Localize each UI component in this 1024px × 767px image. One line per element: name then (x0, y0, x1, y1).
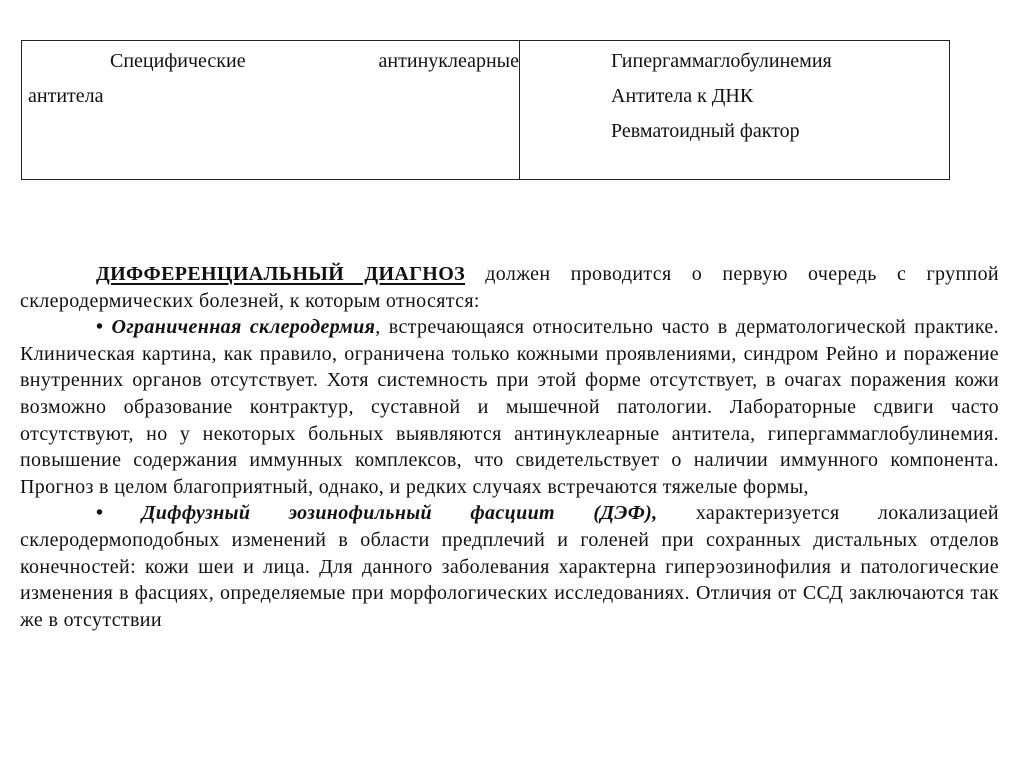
body-text (20, 261, 999, 633)
table-cell-left (22, 41, 520, 179)
table-cell-right (520, 41, 949, 179)
bullet2-text: характеризуется локализацией склеродермоподобных изменений в области предплечий и голеней при сохранных дистальных отделов конечностей: кожи шеи и лица. Для данного заболевания характерна гиперэозинофилия и патологические изменения в фасциях, определяемые при морфологических исследованиях. Отличия от ССД заключаются так же в отсутствии (20, 502, 999, 631)
bullet-paragraph-eosinophilic-fasciitis (20, 500, 999, 633)
differential-diagnosis-heading: ДИФФЕРЕНЦИАЛЬНЫЙ ДИАГНОЗ (96, 263, 466, 285)
table-right-item: Гипергаммаглобулинемия (611, 50, 832, 72)
term-eosinophilic-fasciitis: Диффузный эозинофильный фасциит (ДЭФ), (141, 502, 658, 525)
table-right-item: Антитела к ДНК (611, 85, 754, 107)
comparison-table (21, 40, 950, 180)
bullet-marker: • (96, 316, 104, 339)
bullet1-text: , встречающаяся относительно часто в дерматологической практике. Клиническая картина, как правило, ограничена только кожными проявлениями, синдром Рейно и поражение внутренних органов отсутствует. Хотя системность при этой форме отсутствует, в очагах поражения кожи возможно образование контрактур, суставной и мышечной патологии. Лабораторные сдвиги часто отсутствуют, но у некоторых больных выявляются антинуклеарные антитела, гипергаммаглобулинемия. повышение содержания иммунных комплексов, что свидетельствует о наличии иммунного компонента. Прогноз в целом благоприятный, однако, и редких случаях встречаются тяжелые формы, (20, 316, 999, 498)
table-left-word-specific: Специфические (110, 50, 246, 72)
table-left-word-antinuclear: антинуклеарные (378, 50, 519, 72)
bullet-paragraph-limited-scleroderma (20, 314, 999, 500)
bullet-marker: • (96, 502, 104, 525)
intro-text: должен проводится о первую очередь с группой склеродермических болезней, к которым относятся: (20, 263, 999, 312)
term-limited-scleroderma: Ограниченная склеродермия (111, 316, 376, 339)
table-cell-left-line1 (110, 44, 519, 78)
table-right-item: Ревматоидный фактор (611, 120, 800, 142)
table-left-word-antibodies: антитела (28, 85, 104, 107)
intro-paragraph (20, 261, 999, 314)
